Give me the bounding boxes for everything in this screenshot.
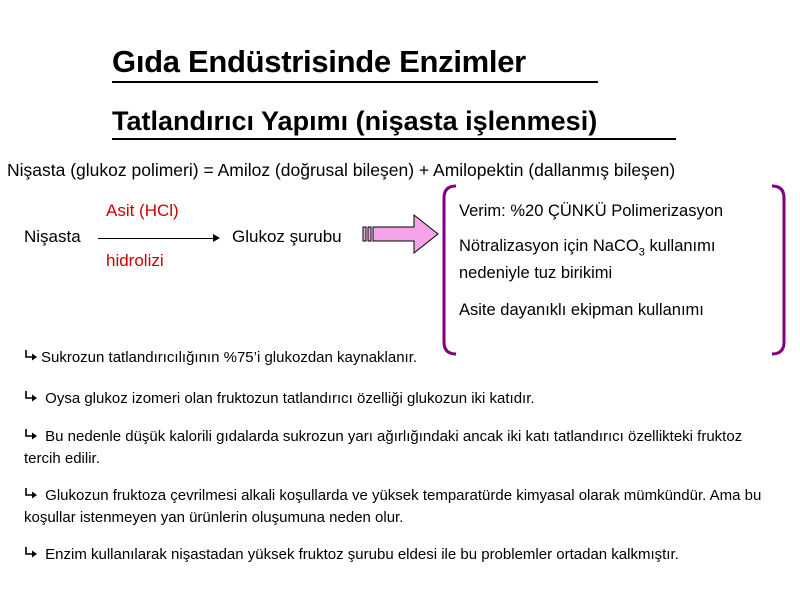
reaction-catalyst: Asit (HCl): [106, 201, 179, 220]
list-item: Enzim kullanılarak nişastadan yüksek fruktoz şurubu eldesi ile bu problemler ortadan kalkmıştır.: [24, 544, 764, 566]
reaction-arrow-line: [98, 238, 218, 239]
subtitle-underline: [112, 138, 676, 140]
reaction-product: Glukoz şurubu: [232, 227, 342, 246]
equipment-note: Asite dayanıklı ekipman kullanımı: [459, 301, 704, 319]
list-item: Oysa glukoz izomeri olan fruktozun tatlandırıcı özelliği glukozun iki katıdır.: [24, 388, 764, 410]
yield-note: Verim: %20 ÇÜNKÜ Polimerizasyon: [459, 202, 724, 220]
title-underline: [112, 81, 598, 83]
hooked-arrow-icon: [24, 390, 38, 404]
salt-note: nedeniyle tuz birikimi: [459, 264, 613, 282]
starch-equation: Nişasta (glukoz polimeri) = Amiloz (doğrusal bileşen) + Amilopektin (dallanmış bileşen): [7, 160, 676, 180]
list-item: Sukrozun tatlandırıcılığının %75’i glukozdan kaynaklanır.: [24, 347, 764, 369]
reaction-process: hidrolizi: [106, 251, 164, 270]
pink-block-arrow-icon: [362, 213, 440, 255]
reaction-reactant: Nişasta: [24, 227, 81, 246]
list-item: Glukozun fruktoza çevrilmesi alkali koşullarda ve yüksek temparatürde kimyasal olarak mümkündür. Ama bu koşullar istenmeyen yan ürünlerin oluşumuna neden olur.: [24, 487, 762, 526]
hooked-arrow-icon: [24, 428, 38, 442]
list-item: Bu nedenle düşük kalorili gıdalarda sukrozun yarı ağırlığındaki ancak iki katı tatlandırıcı özellikteki fruktoz tercih edilir.: [24, 428, 743, 467]
page-title: Gıda Endüstrisinde Enzimler: [112, 44, 526, 79]
hooked-arrow-icon: [24, 546, 38, 560]
hooked-arrow-icon: [24, 349, 38, 363]
reaction-arrow-head: [213, 234, 220, 242]
hooked-arrow-icon: [24, 487, 38, 501]
page-subtitle: Tatlandırıcı Yapımı (nişasta işlenmesi): [112, 106, 598, 136]
neutralization-note: Nötralizasyon için NaCO$_3$ kullanımı: [459, 237, 716, 259]
